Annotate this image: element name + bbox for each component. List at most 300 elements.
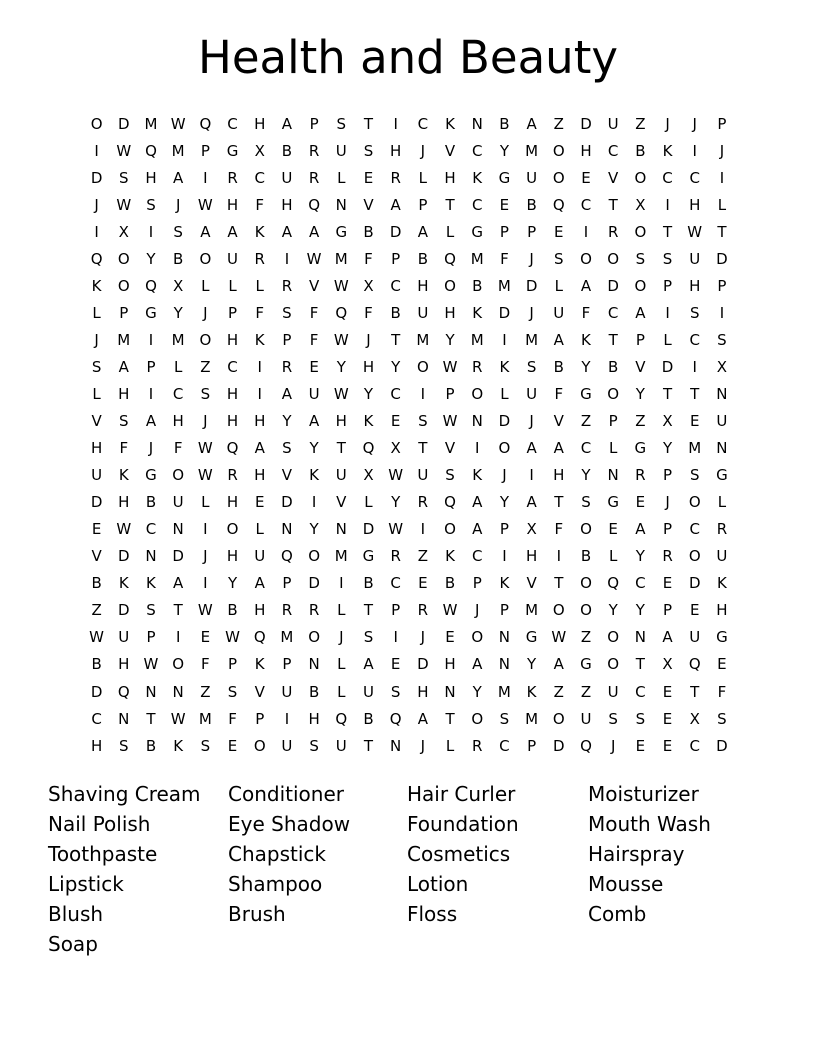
grid-letter: D [362,520,375,539]
grid-letter: E [390,655,401,674]
grid-letter: O [634,276,647,295]
grid-letter: T [146,709,156,728]
grid-letter: S [554,249,564,268]
grid-letter: O [253,736,266,755]
grid-letter: C [227,357,238,376]
grid-letter: P [146,628,156,647]
grid-letter: K [716,574,727,593]
grid-letter: K [118,574,129,593]
grid-letter: N [634,628,646,647]
grid-letter: N [335,195,347,214]
grid-letter: G [226,141,239,160]
grid-letter: S [146,601,156,620]
grid-letter: B [308,682,320,701]
grid-letter: H [362,357,375,376]
grid-letter: T [608,330,618,349]
grid-letter: V [308,276,320,295]
grid-letter: B [281,141,293,160]
grid-letter: I [148,330,154,349]
grid-letter: L [445,736,455,755]
word-list-item: Lotion [407,872,469,896]
grid-letter: M [525,601,539,620]
grid-letter: O [308,628,320,647]
grid-letter: B [417,249,428,268]
grid-letter: T [554,574,564,593]
grid-letter: S [635,249,646,268]
grid-letter: W [306,249,322,268]
grid-letter: M [470,249,484,268]
grid-letter: Q [389,709,402,728]
grid-letter: Y [635,547,645,566]
grid-letter: G [634,439,647,458]
grid-letter: H [281,195,293,214]
grid-letter: W [197,466,213,485]
grid-letter: U [91,466,103,485]
word-list-item: Brush [228,902,286,926]
grid-letter: W [89,628,105,647]
grid-letter: C [607,141,619,160]
grid-letter: S [336,114,347,133]
grid-letter: A [526,493,537,512]
grid-letter: B [91,655,102,674]
grid-letter: Q [688,655,701,674]
grid-letter: H [444,168,456,187]
grid-letter: M [416,330,430,349]
grid-letter: S [200,384,211,403]
grid-letter: I [339,574,344,593]
grid-letter: A [173,168,184,187]
grid-letter: L [364,493,373,512]
grid-letter: P [527,222,537,241]
grid-letter: E [254,493,265,512]
grid-letter: O [444,520,456,539]
word-list-item: Conditioner [228,782,344,806]
grid-letter: P [472,574,482,593]
grid-letter: I [311,493,317,512]
word-list-item: Moisturizer [588,782,699,806]
grid-letter: F [309,303,319,322]
grid-letter: O [416,357,429,376]
grid-letter: O [172,466,185,485]
grid-letter: A [635,520,646,539]
grid-letter: E [662,709,673,728]
grid-letter: B [499,114,510,133]
grid-letter: A [254,574,265,593]
grid-letter: I [502,330,507,349]
grid-letter: P [119,303,129,322]
grid-letter: P [717,114,727,133]
grid-letter: L [554,276,563,295]
grid-letter: X [662,655,673,674]
grid-letter: B [526,195,537,214]
grid-letter: Z [635,412,646,431]
grid-letter: C [689,520,700,539]
grid-letter: U [553,303,565,322]
grid-letter: S [689,303,700,322]
grid-letter: G [716,628,728,647]
grid-letter: T [635,655,645,674]
grid-letter: O [607,384,620,403]
grid-letter: L [255,520,264,539]
grid-letter: V [336,493,347,512]
grid-letter: M [171,141,185,160]
grid-letter: R [308,141,320,160]
grid-letter: O [90,114,103,133]
grid-letter: S [635,709,646,728]
grid-letter: I [719,303,725,322]
word-list-item: Lipstick [48,872,124,896]
grid-letter: D [281,493,293,512]
grid-letter: N [172,520,184,539]
grid-letter: W [143,655,159,674]
grid-letter: B [580,547,592,566]
grid-letter: E [635,736,646,755]
grid-letter: Z [580,412,592,431]
grid-letter: L [201,276,210,295]
grid-letter: T [554,493,564,512]
grid-letter: H [444,303,456,322]
grid-letter: X [662,412,673,431]
grid-letter: J [203,303,208,322]
grid-letter: T [336,439,346,458]
grid-letter: V [281,466,293,485]
grid-letter: K [254,330,265,349]
grid-letter: C [390,384,401,403]
grid-letter: M [171,330,185,349]
grid-letter: C [635,574,646,593]
grid-letter: J [175,195,181,214]
grid-letter: C [689,736,700,755]
grid-letter: O [444,276,456,295]
grid-letter: P [418,195,428,214]
grid-letter: Q [199,114,212,133]
grid-letter: A [417,222,428,241]
grid-letter: F [717,682,727,701]
grid-letter: I [284,249,290,268]
grid-letter: G [362,547,375,566]
grid-letter: D [308,574,320,593]
grid-letter: H [308,709,320,728]
grid-letter: Y [309,439,319,458]
grid-letter: S [119,168,129,187]
grid-letter: P [663,466,673,485]
grid-letter: O [634,168,647,187]
grid-letter: N [498,655,511,674]
grid-letter: P [228,655,238,674]
grid-letter: K [91,276,102,295]
grid-letter: A [281,114,293,133]
grid-letter: H [90,736,103,755]
grid-letter: K [472,466,483,485]
grid-letter: D [417,655,429,674]
grid-letter: S [662,249,673,268]
word-list-column [48,779,228,959]
grid-letter: H [118,384,130,403]
grid-letter: M [497,682,511,701]
grid-letter: B [91,574,102,593]
grid-letter: V [254,682,265,701]
grid-letter: Q [444,249,456,268]
word-list-item: Foundation [407,812,519,836]
grid-letter: K [472,303,483,322]
grid-letter: D [661,357,674,376]
grid-letter: N [498,628,511,647]
grid-letter: U [308,384,320,403]
grid-letter: H [254,114,266,133]
grid-letter: E [662,736,673,755]
grid-letter: B [635,141,646,160]
grid-letter: W [442,412,458,431]
word-list-item: Blush [48,902,104,926]
grid-letter: Y [608,601,618,620]
grid-letter: L [445,222,455,241]
grid-letter: M [144,114,158,133]
grid-letter: P [663,520,673,539]
grid-letter: U [172,493,184,512]
grid-letter: H [226,547,239,566]
grid-letter: N [118,709,130,728]
grid-letter: I [475,439,480,458]
grid-letter: I [257,357,262,376]
grid-letter: S [146,195,156,214]
grid-letter: R [281,276,293,295]
grid-letter: B [390,303,401,322]
word-list-item: Floss [407,902,458,926]
grid-letter: R [417,493,429,512]
grid-letter: E [445,628,455,647]
grid-letter: A [281,384,293,403]
grid-letter: U [716,547,728,566]
grid-letter: K [662,141,673,160]
grid-letter: C [145,520,157,539]
grid-letter: K [309,466,320,485]
grid-letter: G [498,168,511,187]
grid-letter: U [281,736,293,755]
grid-letter: G [580,384,592,403]
word-list-item: Toothpaste [48,842,158,866]
grid-letter: J [610,736,616,755]
grid-letter: Q [580,736,592,755]
grid-letter: W [551,628,567,647]
grid-letter: T [690,384,700,403]
grid-letter: E [227,736,238,755]
grid-letter: X [173,276,184,295]
grid-letter: P [608,412,618,431]
grid-letter: O [688,493,701,512]
grid-letter: J [420,628,426,647]
grid-letter: H [553,466,565,485]
grid-letter: H [689,276,701,295]
grid-letter: W [197,195,213,214]
grid-letter: Z [553,682,564,701]
grid-letter: M [497,276,511,295]
grid-letter: O [580,520,592,539]
grid-letter: N [172,682,184,701]
grid-letter: H [118,493,130,512]
word-list-item: Shampoo [228,872,323,896]
grid-letter: U [417,466,429,485]
grid-letter: M [198,709,212,728]
grid-letter: H [226,384,239,403]
grid-letter: J [94,195,99,214]
grid-letter: F [554,384,564,403]
grid-letter: V [444,439,456,458]
grid-letter: K [445,547,455,566]
word-list-item: Shaving Cream [48,782,201,806]
grid-letter: R [472,736,483,755]
grid-letter: T [363,114,374,133]
grid-letter: A [417,709,428,728]
grid-letter: L [717,493,727,512]
grid-letter: A [472,655,483,674]
word-list-item: Nail Polish [48,812,151,836]
grid-letter: J [719,141,725,160]
grid-letter: P [309,114,319,133]
grid-letter: G [145,466,157,485]
grid-letter: T [717,222,727,241]
grid-letter: I [393,114,398,133]
grid-letter: R [227,168,238,187]
grid-letter: H [417,682,429,701]
grid-letter: N [281,520,293,539]
grid-letter: N [716,439,728,458]
grid-letter: M [470,330,484,349]
grid-letter: Y [146,249,156,268]
grid-letter: J [665,114,670,133]
grid-letter: M [280,628,294,647]
grid-letter: Y [662,439,673,458]
grid-letter: J [94,330,99,349]
grid-letter: M [334,547,348,566]
grid-letter: E [363,168,374,187]
grid-letter: J [529,249,534,268]
grid-letter: S [282,303,292,322]
grid-letter: B [145,493,157,512]
grid-letter: E [608,520,618,539]
grid-letter: B [363,574,374,593]
grid-letter: W [225,628,240,647]
grid-letter: A [227,222,238,241]
grid-letter: G [335,222,348,241]
grid-letter: Q [145,276,157,295]
grid-letter: F [228,709,237,728]
grid-letter: N [145,547,157,566]
grid-letter: Z [91,601,102,620]
grid-letter: C [91,709,102,728]
grid-letter: U [607,682,619,701]
grid-letter: B [145,736,157,755]
grid-letter: U [335,141,347,160]
grid-letter: H [90,439,103,458]
grid-letter: L [201,493,210,512]
grid-letter: H [580,141,592,160]
grid-letter: U [118,628,130,647]
grid-letter: Y [581,357,591,376]
grid-letter: G [145,303,157,322]
grid-letter: M [117,330,131,349]
grid-letter: O [580,601,592,620]
grid-letter: R [281,357,293,376]
grid-letter: Z [200,682,211,701]
grid-letter: J [665,493,670,512]
word-list-item: Eye Shadow [228,812,351,836]
grid-letter: I [148,384,154,403]
grid-letter: P [499,601,509,620]
grid-letter: L [92,303,101,322]
grid-letter: A [363,655,374,674]
grid-letter: Q [444,493,456,512]
grid-letter: L [228,276,237,295]
grid-letter: D [498,412,511,431]
grid-letter: O [552,601,565,620]
grid-letter: C [689,330,700,349]
grid-letter: I [148,222,154,241]
grid-letter: Q [226,439,239,458]
grid-letter: O [117,276,130,295]
grid-letter: H [716,601,728,620]
grid-letter: P [527,736,537,755]
grid-letter: W [333,276,349,295]
grid-letter: R [472,357,483,376]
grid-letter: O [308,547,320,566]
grid-letter: A [580,276,592,295]
grid-letter: Y [391,493,401,512]
grid-letter: I [665,195,670,214]
grid-letter: F [554,520,564,539]
grid-letter: K [254,655,265,674]
grid-letter: E [91,520,102,539]
grid-letter: B [444,574,456,593]
grid-letter: T [363,736,374,755]
grid-letter: A [281,222,293,241]
grid-letter: Z [635,114,646,133]
grid-letter: I [284,709,290,728]
grid-letter: G [716,466,728,485]
grid-letter: J [203,412,208,431]
grid-letter: Q [335,709,348,728]
grid-letter: R [716,520,728,539]
word-list-item: Hair Curler [407,782,516,806]
grid-letter: U [227,249,239,268]
grid-letter: Y [635,601,645,620]
grid-letter: T [662,222,673,241]
grid-letter: K [499,574,510,593]
grid-letter: V [553,412,564,431]
grid-letter: M [334,249,348,268]
grid-letter: Q [253,628,266,647]
grid-letter: X [390,439,401,458]
grid-letter: T [173,601,183,620]
grid-letter: I [94,222,99,241]
grid-letter: H [254,412,266,431]
grid-letter: E [717,655,727,674]
grid-letter: C [662,168,673,187]
grid-letter: S [227,682,238,701]
grid-letter: Z [417,547,428,566]
grid-letter: T [363,601,374,620]
grid-letter: V [444,141,456,160]
grid-letter: K [581,330,591,349]
grid-letter: P [445,384,455,403]
grid-letter: O [471,628,484,647]
grid-letter: S [119,736,129,755]
grid-letter: F [500,249,509,268]
grid-letter: S [689,466,700,485]
grid-letter: A [390,195,401,214]
grid-letter: U [254,547,266,566]
grid-letter: I [529,466,534,485]
grid-letter: U [689,628,701,647]
